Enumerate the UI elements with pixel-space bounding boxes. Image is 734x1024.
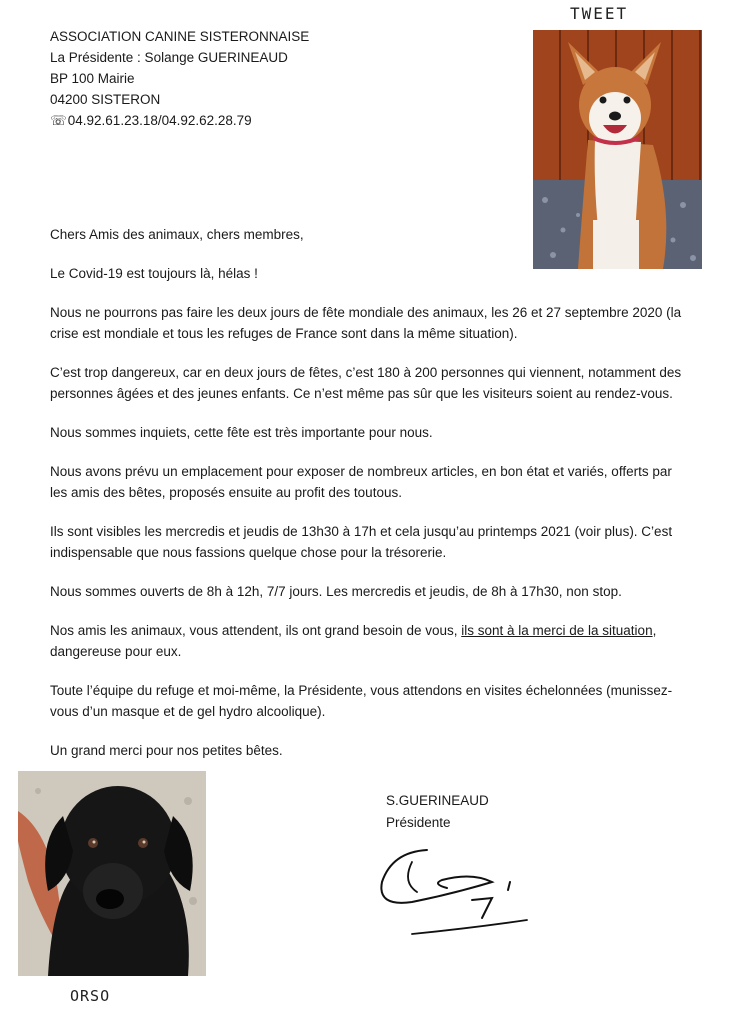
- orso-dog-photo: [18, 771, 206, 976]
- letter-body: [50, 224, 690, 779]
- orso-dog-icon: [18, 771, 206, 976]
- paragraph-visits: Ils sont visibles les mercredis et jeudis de 13h30 à 17h et cela jusqu’au printemps 2021 (voir plus). C’est indispensable que nous fassions quelque chose pour la trésorerie.: [50, 524, 673, 560]
- tweet-handwritten-label: TWEET: [570, 4, 629, 23]
- signatory-name: S.GUERINEAUD: [386, 793, 489, 808]
- phone-line: [50, 110, 309, 131]
- paragraph-danger: C’est trop dangereux, car en deux jours de fêtes, c’est 180 à 200 personnes qui viennent, notamment des personnes âgées et des jeunes enfants. Ce n’est même pas sûr que les visiteurs soient au rendez-vous.: [50, 365, 682, 401]
- letterhead: [50, 26, 309, 131]
- phone-icon: ☏: [50, 113, 67, 128]
- paragraph-covid: Le Covid-19 est toujours là, hélas !: [50, 266, 258, 281]
- paragraph-articles: Nous avons prévu un emplacement pour exposer de nombreux articles, en bon état et variés, offerts par les amis des bêtes, proposés ensuite au profit des toutous.: [50, 464, 672, 500]
- animals-need-text-end: , dangereuse pour eux.: [50, 623, 657, 659]
- paragraph-invitation: Toute l’équipe du refuge et moi-même, la Présidente, vous attendons en visites échelonnées (munissez-vous d’un masque et de gel hydro alcoolique).: [50, 683, 673, 719]
- paragraph-hours: Nous sommes ouverts de 8h à 12h, 7/7 jours. Les mercredis et jeudis, de 8h à 17h30, non stop.: [50, 584, 622, 599]
- closing-line: Un grand merci pour nos petites bêtes.: [50, 743, 283, 758]
- paragraph-animals-need: [50, 620, 690, 662]
- greeting: Chers Amis des animaux, chers membres,: [50, 227, 304, 242]
- paragraph-worried: Nous sommes inquiets, cette fête est très importante pour nous.: [50, 425, 433, 440]
- handwritten-signature: [372, 832, 542, 942]
- phone-numbers: 04.92.61.23.18/04.92.62.28.79: [67, 113, 252, 128]
- signatory-title: Présidente: [386, 815, 451, 830]
- po-box: BP 100 Mairie: [50, 71, 135, 86]
- signature-block: [386, 790, 489, 834]
- organization-name: ASSOCIATION CANINE SISTERONNAISE: [50, 29, 310, 44]
- underlined-phrase: ils sont à la merci de la situation: [461, 623, 653, 638]
- orso-handwritten-label: ORSO: [70, 987, 111, 1005]
- president-line: La Présidente : Solange GUERINEAUD: [50, 50, 288, 65]
- animals-need-text-start: Nos amis les animaux, vous attendent, ils ont grand besoin de vous,: [50, 623, 462, 638]
- paragraph-cancellation: Nous ne pourrons pas faire les deux jours de fête mondiale des animaux, les 26 et 27 septembre 2020 (la crise est mondiale et tous les refuges de France sont dans la même situation).: [50, 305, 682, 341]
- city-line: 04200 SISTERON: [50, 92, 161, 107]
